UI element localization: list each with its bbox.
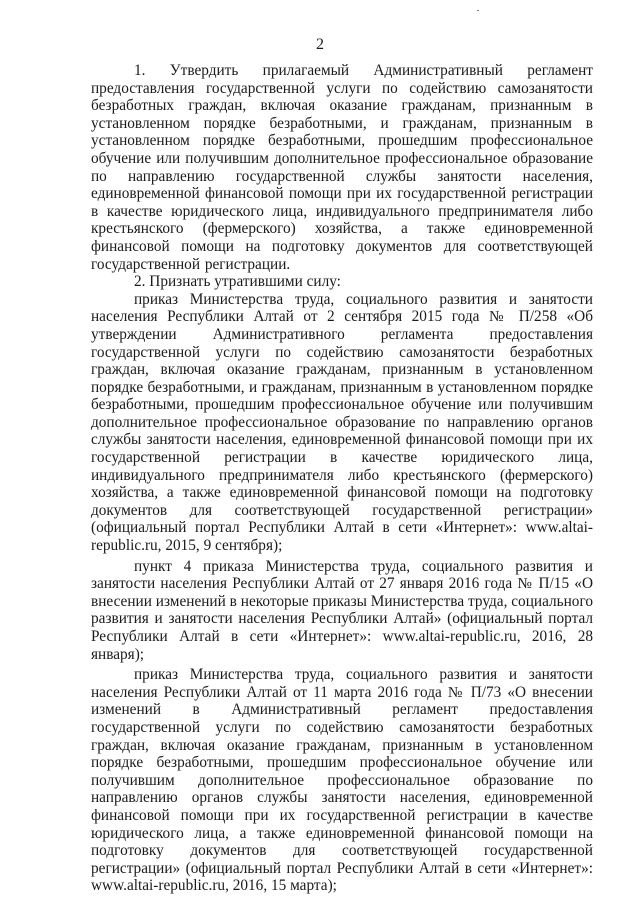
- paragraph-order-p73: приказ Министерства труда, социального развития и занятости населения Республики Алтай от 11 марта 2016 года № П/73 «О внесении изменений в Административный регламент предоставления государственной услуги по содействию самозанятости безработных граждан, включая оказание гражданам, признанным в установленном порядке безработными, прошедшим профессиональное обучение или получившим дополнительное профессиональное образование по направлению органов службы занятости населения, единовременной финансовой помощи при их государственной регистрации в качестве юридического лица, а также единовременной финансовой помощи на подготовку документов для соответствующей государственной регистрации» (официальный портал Республики Алтай в сети «Интернет»: www.altai-republic.ru, 2016, 15 марта);: [91, 666, 593, 895]
- document-body: [91, 62, 593, 895]
- paragraph-order-p258: приказ Министерства труда, социального развития и занятости населения Республики Алтай от 2 сентября 2015 года № П/258 «Об утверждении Административного регламента предоставления государственной услуги по содействию самозанятости безработных граждан, включая оказание гражданам, признанным в установленном порядке безработными, и гражданам, признанным в установленном порядке безработными, прошедшим профессиональное обучение или получившим дополнительное профессиональное образование по направлению органов службы занятости населения, единовременной финансовой помощи при их государственной регистрации в качестве юридического лица, индивидуального предпринимателя либо крестьянского (фермерского) хозяйства, а также единовременной финансовой помощи на подготовку документов для соответствующей государственной регистрации» (официальный портал Республики Алтай в сети «Интернет»: www.altai-republic.ru, 2015, 9 сентября);: [91, 290, 593, 555]
- scan-speck: [477, 10, 479, 11]
- paragraph-repeal-heading: 2. Признать утратившими силу:: [134, 273, 341, 291]
- paragraph-approve-regulation: 1. Утвердить прилагаемый Административный регламент предоставления государственной услуги по содействию самозанятости безработных граждан, включая оказание гражданам, признанным в установленном порядке безработными, и гражданам, признанным в установленном порядке безработными, прошедшим профессиональное обучение или получившим дополнительное профессиональное образование по направлению государственной службы занятости населения, единовременной финансовой помощи при их государственной регистрации в качестве юридического лица, индивидуального предпринимателя либо крестьянского (фермерского) хозяйства, а также единовременной финансовой помощи на подготовку документов для соответствующей государственной регистрации.: [91, 62, 593, 273]
- paragraph-order-p15-item4: пункт 4 приказа Министерства труда, социального развития и занятости населения Республики Алтай от 27 января 2016 года № П/15 «О внесении изменений в некоторые приказы Министерства труда, социального развития и занятости населения Республики Алтай» (официальный портал Республики Алтай в сети «Интернет»: www.altai-republic.ru, 2016, 28 января);: [91, 557, 593, 663]
- page-number: 2: [316, 36, 324, 53]
